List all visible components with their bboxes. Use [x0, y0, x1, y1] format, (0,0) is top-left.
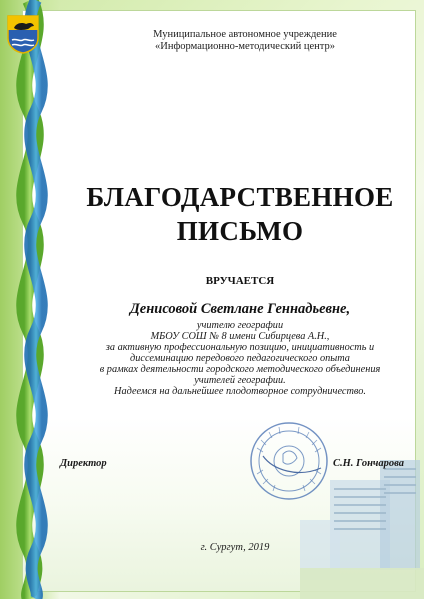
ribbon-decoration — [0, 0, 70, 599]
citation-line: учителей географии. — [194, 375, 286, 386]
citation-line: МБОУ СОШ № 8 имени Сибирцева А.Н., — [150, 331, 330, 342]
recipient-name: Денисовой Светлане Геннадьевне, — [129, 301, 351, 317]
awarded-label: ВРУЧАЕТСЯ — [205, 275, 275, 287]
title-line-2: ПИСЬМО — [176, 216, 304, 246]
citation-line: Надеемся на дальнейшее плодотворное сотрудничество. — [114, 386, 366, 397]
place-and-year: г. Сургут, 2019 — [200, 542, 270, 553]
title-line-1: БЛАГОДАРСТВЕННОЕ — [86, 182, 394, 212]
signatory-name: С.Н. Гончарова — [333, 458, 405, 469]
issuer-header — [100, 29, 390, 53]
citation-line: за активную профессиональную позицию, инициативность и — [105, 342, 375, 353]
document-title — [60, 180, 420, 248]
citation-line: диссеминацию передового педагогического опыта — [130, 353, 350, 364]
issuer-line-2: «Информационно-методический центр» — [155, 41, 335, 52]
signatory-position: Директор — [60, 458, 107, 469]
round-seal-stamp-icon — [243, 418, 335, 504]
issuer-line-1: Муниципальное автономное учреждение — [153, 29, 337, 40]
surgut-coat-of-arms-icon — [6, 14, 40, 54]
citation-line: в рамках деятельности городского методического объединения — [99, 364, 381, 375]
citation-text — [70, 320, 410, 397]
citation-line: учителю географии — [196, 320, 284, 331]
